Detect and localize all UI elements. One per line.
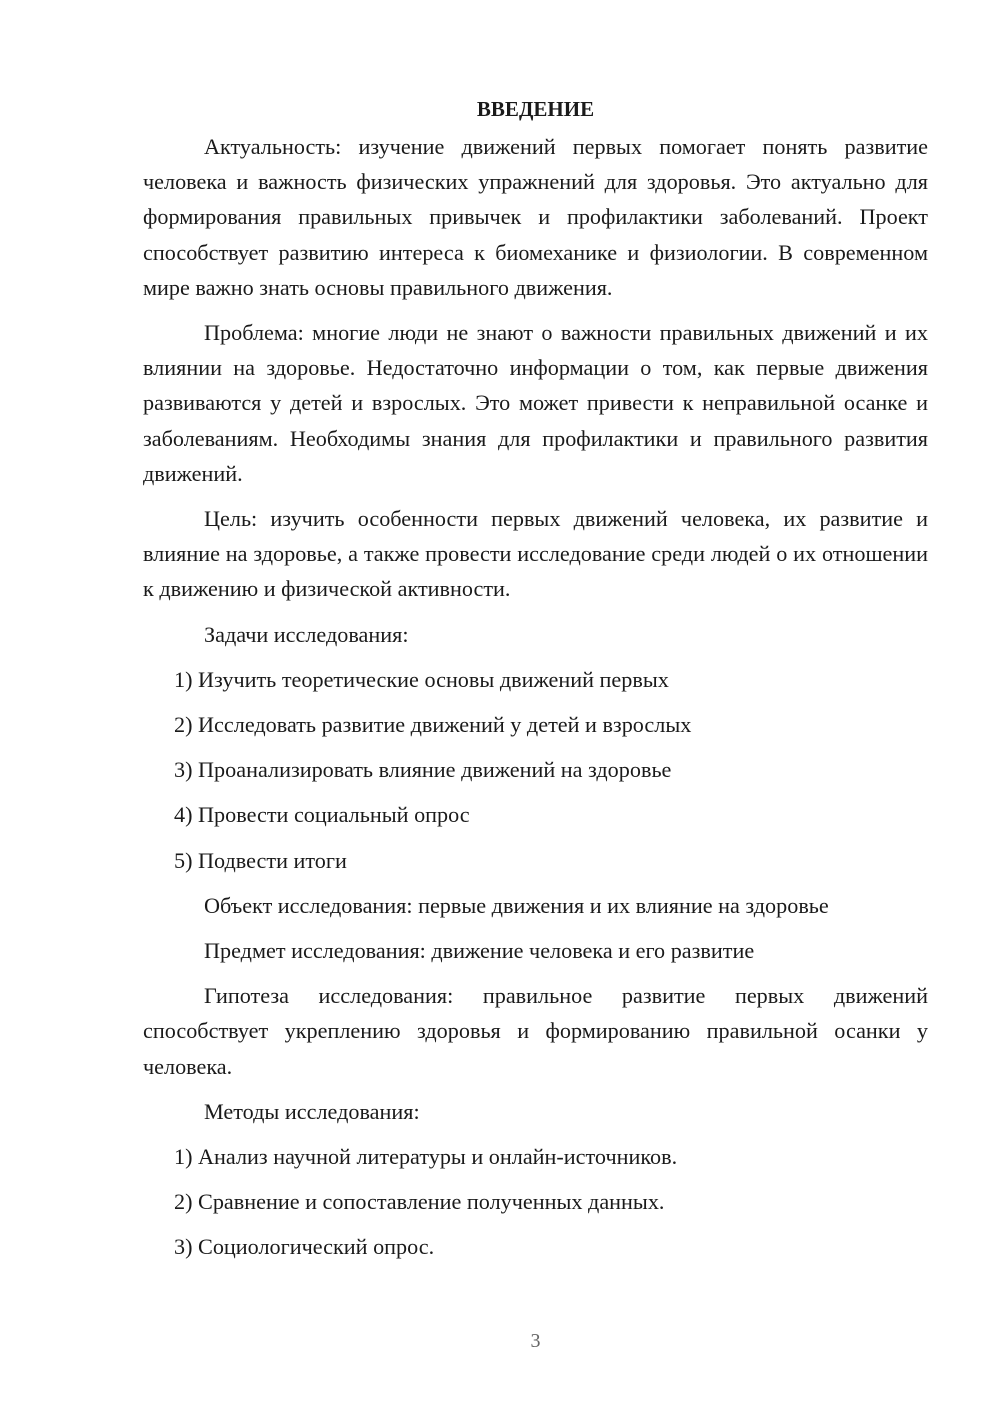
page-title: ВВЕДЕНИЕ xyxy=(476,97,595,121)
page-content xyxy=(143,92,928,1275)
tasks-heading: Задачи исследования: xyxy=(204,621,409,647)
method-item: 3) Социологический опрос. xyxy=(174,1234,435,1260)
task-item: 5) Подвести итоги xyxy=(174,847,347,873)
task-item: 4) Провести социальный опрос xyxy=(174,802,470,828)
hypothesis-paragraph: Гипотеза исследования: правильное развитие первых движений способствует укреплению здоровья и формированию правильной осанки у человека. xyxy=(143,983,928,1079)
method-item: 1) Анализ научной литературы и онлайн-источников. xyxy=(174,1144,678,1170)
research-subject: Предмет исследования: движение человека и его развитие xyxy=(204,938,755,964)
research-object: Объект исследования: первые движения и их влияние на здоровье xyxy=(204,892,829,918)
task-item: 3) Проанализировать влияние движений на здоровье xyxy=(174,757,672,783)
task-item: 1) Изучить теоретические основы движений первых xyxy=(174,666,669,692)
problem-paragraph: Проблема: многие люди не знают о важности правильных движений и их влиянии на здоровье. Недостаточно информации о том, как первые движения развиваются у детей и взрослых. Это может привести к неправильной осанке и заболеваниям. Необходимы знания для профилактики и правильного развития движений. xyxy=(143,320,928,486)
goal-paragraph: Цель: изучить особенности первых движений человека, их развитие и влияние на здоровье, а также провести исследование среди людей о их отношении к движению и физической активности. xyxy=(143,506,928,602)
methods-heading: Методы исследования: xyxy=(204,1098,420,1124)
task-item: 2) Исследовать развитие движений у детей и взрослых xyxy=(174,712,692,738)
relevance-paragraph: Актуальность: изучение движений первых помогает понять развитие человека и важность физических упражнений для здоровья. Это актуально для формирования правильных привычек и профилактики заболеваний. Проект способствует развитию интереса к биомеханике и физиологии. В современном мире важно знать основы правильного движения. xyxy=(143,134,928,300)
page-number: 3 xyxy=(530,1330,541,1352)
method-item: 2) Сравнение и сопоставление полученных данных. xyxy=(174,1189,665,1215)
